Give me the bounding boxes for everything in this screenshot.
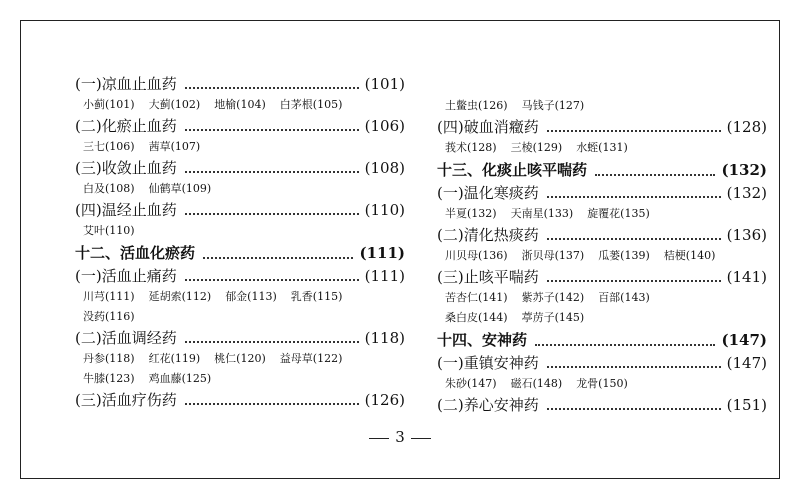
- toc-page-number: (106): [364, 117, 405, 135]
- toc-section[interactable]: [437, 116, 767, 138]
- herb-entry: 百部(143): [598, 291, 650, 304]
- herb-list: [437, 138, 767, 158]
- dot-leader: [185, 213, 359, 215]
- toc-page-number: (126): [364, 391, 405, 409]
- toc-page-number: (101): [364, 75, 405, 93]
- herb-entry: 白及(108): [83, 182, 135, 195]
- dot-leader: [535, 344, 715, 346]
- toc-section[interactable]: [437, 352, 767, 374]
- dot-leader: [203, 257, 353, 259]
- toc-section[interactable]: [437, 182, 767, 204]
- herb-entry: 半夏(132): [445, 207, 497, 220]
- toc-section[interactable]: [75, 115, 405, 137]
- toc-title: (二)清化热痰药: [437, 226, 539, 244]
- herb-list: [75, 95, 405, 115]
- toc-page-number: (132): [726, 184, 767, 202]
- dot-leader: [595, 174, 715, 176]
- herb-entry: 没药(116): [83, 310, 135, 323]
- herb-entry: 红花(119): [148, 352, 201, 365]
- herb-entry: 地榆(104): [214, 98, 266, 111]
- herb-entry: 桑白皮(144): [445, 311, 508, 324]
- herb-list: [75, 179, 405, 199]
- dot-leader: [185, 403, 359, 405]
- toc-section[interactable]: [75, 199, 405, 221]
- herb-entry: 茜草(107): [148, 140, 201, 153]
- herb-entry: 丹参(118): [83, 352, 135, 365]
- herb-entry: 土鳖虫(126): [445, 99, 508, 112]
- toc-section[interactable]: [75, 157, 405, 179]
- page-frame: [20, 20, 780, 479]
- dot-leader: [547, 130, 721, 132]
- dot-leader: [547, 280, 721, 282]
- toc-title: (二)活血调经药: [75, 329, 177, 347]
- herb-entry: 苦杏仁(141): [445, 291, 508, 304]
- herb-entry: 水蛭(131): [576, 141, 628, 154]
- herb-entry: 延胡索(112): [148, 290, 212, 303]
- toc-title: (一)活血止痛药: [75, 267, 177, 285]
- toc-chapter[interactable]: [437, 158, 767, 182]
- herb-list: [75, 349, 405, 369]
- herb-entry: 莪术(128): [445, 141, 497, 154]
- toc-title: (二)化瘀止血药: [75, 117, 177, 135]
- herb-entry: 鸡血藤(125): [148, 372, 212, 385]
- herb-list: [437, 246, 767, 266]
- herb-entry: 白茅根(105): [279, 98, 343, 111]
- toc-section[interactable]: [75, 389, 405, 411]
- herb-entry: 小蓟(101): [83, 98, 135, 111]
- herb-entry: 仙鹤草(109): [148, 182, 212, 195]
- herb-list: [437, 204, 767, 224]
- herb-entry: 三棱(129): [510, 141, 563, 154]
- toc-section[interactable]: [75, 327, 405, 349]
- dot-leader: [185, 171, 359, 173]
- toc-page-number: (128): [726, 118, 767, 136]
- toc-page-number: (141): [726, 268, 767, 286]
- herb-entry: 乳香(115): [290, 290, 343, 303]
- toc-title: (三)活血疗伤药: [75, 391, 177, 409]
- toc-section[interactable]: [75, 73, 405, 95]
- herb-list: [437, 96, 767, 116]
- herb-entry: 桔梗(140): [663, 249, 716, 262]
- page-number: [0, 428, 800, 446]
- dot-leader: [547, 408, 721, 410]
- herb-entry: 浙贝母(137): [521, 249, 585, 262]
- herb-list: [75, 287, 405, 307]
- herb-entry: 牛膝(123): [83, 372, 135, 385]
- folio-text: 3: [395, 428, 405, 446]
- dot-leader: [547, 238, 721, 240]
- toc-section[interactable]: [75, 265, 405, 287]
- toc-page-number: (151): [726, 396, 767, 414]
- herb-entry: 天南星(133): [510, 207, 574, 220]
- herb-entry: 瓜蒌(139): [598, 249, 650, 262]
- toc-left-column: [75, 73, 405, 411]
- herb-entry: 三七(106): [83, 140, 135, 153]
- herb-entry: 益母草(122): [279, 352, 343, 365]
- toc-page-number: (110): [364, 201, 405, 219]
- herb-list: [437, 288, 767, 308]
- herb-entry: 龙骨(150): [576, 377, 628, 390]
- toc-title: (四)温经止血药: [75, 201, 177, 219]
- herb-entry: 桃仁(120): [214, 352, 266, 365]
- toc-section[interactable]: [437, 224, 767, 246]
- toc-page-number: (108): [364, 159, 405, 177]
- toc-chapter[interactable]: [75, 241, 405, 265]
- toc-title: (三)收敛止血药: [75, 159, 177, 177]
- dot-leader: [185, 279, 359, 281]
- toc-right-column: [437, 96, 767, 416]
- toc-title: 十四、安神药: [437, 331, 528, 349]
- herb-list: [437, 308, 767, 328]
- herb-entry: 大蓟(102): [148, 98, 201, 111]
- dot-leader: [185, 341, 359, 343]
- toc-page-number: (118): [364, 329, 405, 347]
- folio-dash-left: [369, 438, 389, 439]
- herb-list: [437, 374, 767, 394]
- folio-dash-right: [411, 438, 431, 439]
- dot-leader: [185, 129, 359, 131]
- toc-title: (四)破血消癥药: [437, 118, 539, 136]
- herb-entry: 葶苈子(145): [521, 311, 585, 324]
- dot-leader: [547, 196, 721, 198]
- toc-title: (二)养心安神药: [437, 396, 539, 414]
- toc-section[interactable]: [437, 394, 767, 416]
- toc-title: (三)止咳平喘药: [437, 268, 539, 286]
- herb-entry: 郁金(113): [225, 290, 277, 303]
- herb-entry: 川芎(111): [83, 290, 135, 303]
- toc-chapter[interactable]: [437, 328, 767, 352]
- herb-entry: 磁石(148): [510, 377, 563, 390]
- toc-title: (一)凉血止血药: [75, 75, 177, 93]
- toc-page-number: (136): [726, 226, 767, 244]
- herb-list: [75, 307, 405, 327]
- herb-entry: 紫苏子(142): [521, 291, 585, 304]
- toc-title: 十二、活血化瘀药: [75, 244, 196, 262]
- toc-section[interactable]: [437, 266, 767, 288]
- toc-page-number: (111): [359, 244, 405, 262]
- herb-entry: 旋覆花(135): [587, 207, 650, 220]
- herb-list: [75, 221, 405, 241]
- herb-entry: 川贝母(136): [445, 249, 508, 262]
- herb-list: [75, 369, 405, 389]
- herb-entry: 朱砂(147): [445, 377, 497, 390]
- dot-leader: [185, 87, 359, 89]
- toc-page-number: (111): [364, 267, 405, 285]
- herb-entry: 马钱子(127): [521, 99, 585, 112]
- toc-page-number: (147): [726, 354, 767, 372]
- herb-list: [75, 137, 405, 157]
- toc-page-number: (132): [721, 161, 767, 179]
- dot-leader: [547, 366, 721, 368]
- toc-title: (一)重镇安神药: [437, 354, 539, 372]
- toc-page-number: (147): [721, 331, 767, 349]
- toc-title: (一)温化寒痰药: [437, 184, 539, 202]
- herb-entry: 艾叶(110): [83, 224, 135, 237]
- toc-title: 十三、化痰止咳平喘药: [437, 161, 588, 179]
